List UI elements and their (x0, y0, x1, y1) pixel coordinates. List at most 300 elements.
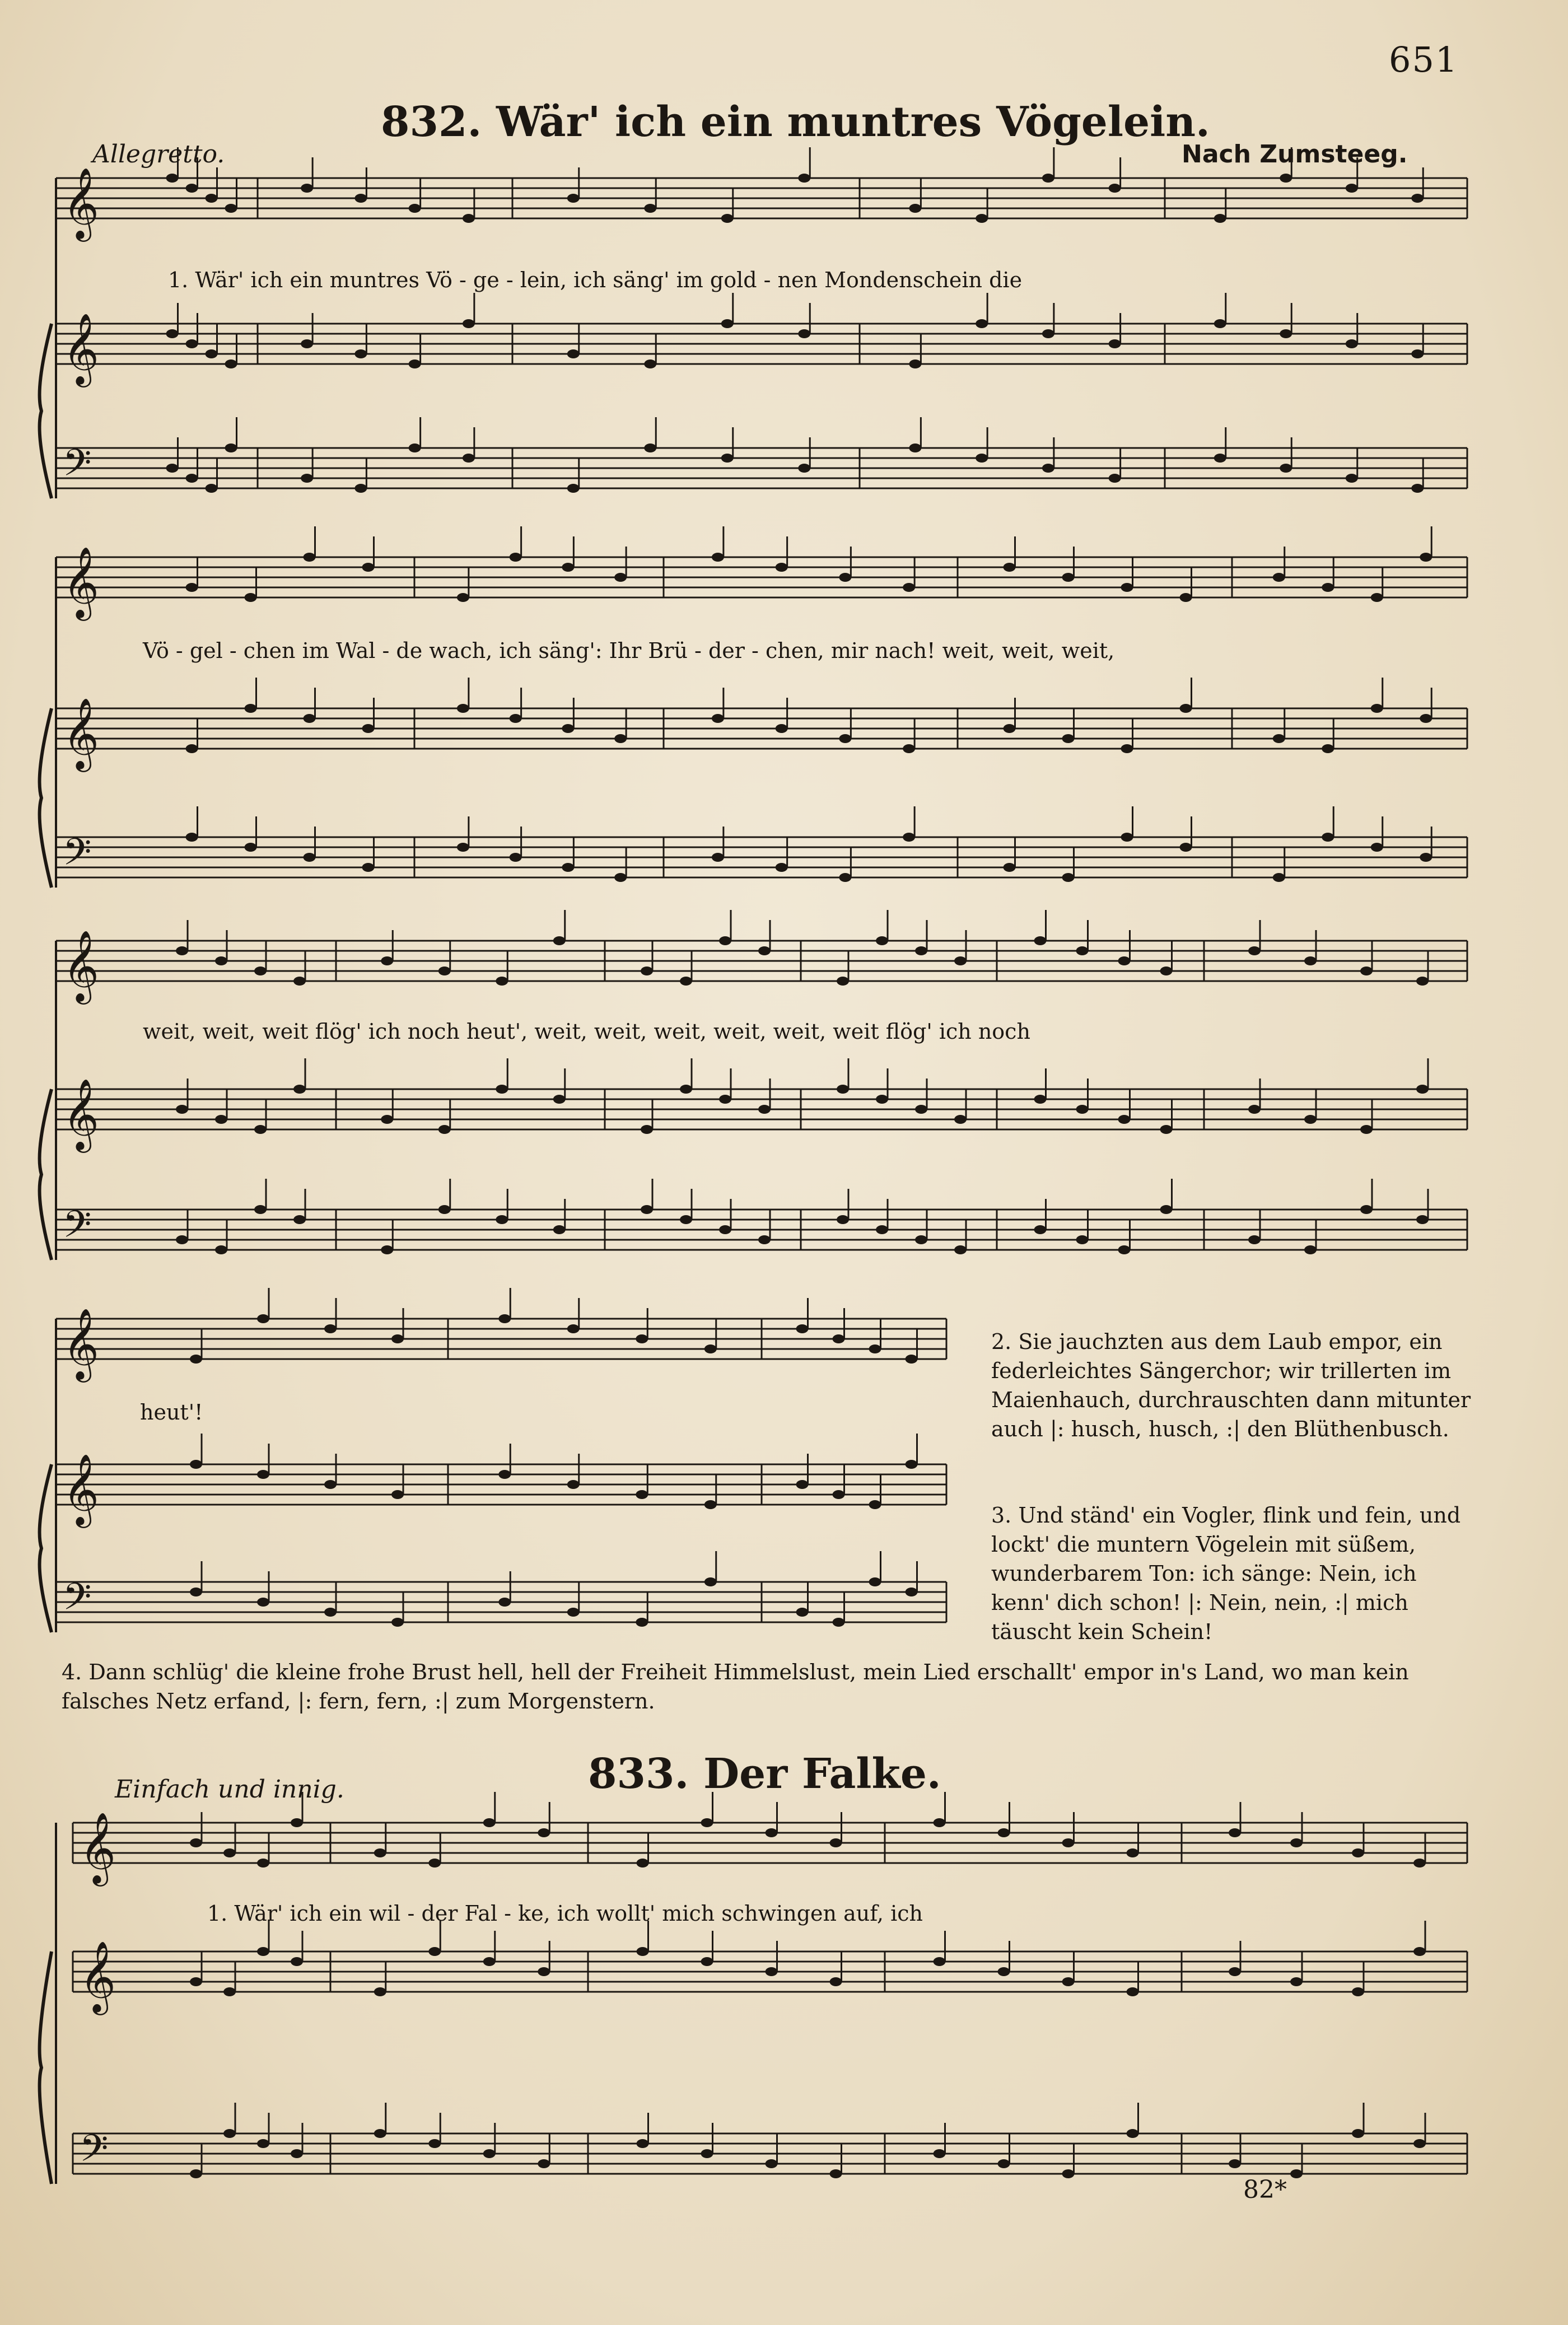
note-head (215, 956, 227, 965)
note-head (644, 443, 656, 452)
note-head (324, 1608, 337, 1617)
note-head (567, 1324, 580, 1333)
note-head (680, 1085, 692, 1094)
note-head (391, 1334, 404, 1343)
piano-brace-3 (40, 1464, 52, 1632)
note-head (567, 1608, 580, 1617)
note-head (496, 977, 508, 986)
note-head (934, 2149, 946, 2158)
note-head (830, 1977, 842, 1986)
note-head (712, 553, 724, 562)
note-head (190, 2169, 202, 2178)
note-head (915, 1235, 927, 1244)
note-head (463, 214, 475, 223)
note-head (438, 967, 451, 975)
note-head (1280, 329, 1292, 338)
note-head (614, 573, 627, 582)
note-head (766, 1828, 778, 1837)
note-head (1034, 1095, 1047, 1104)
note-head (562, 563, 574, 572)
bass-clef-icon: 𝄢 (63, 441, 92, 493)
note-head (567, 1480, 580, 1489)
note-head (553, 1095, 566, 1104)
note-head (1121, 744, 1133, 753)
note-head (766, 2159, 778, 2168)
note-head (176, 946, 188, 955)
treble-clef-icon: 𝄞 (63, 546, 100, 618)
note-head (833, 1490, 845, 1499)
note-head (190, 1460, 202, 1469)
note-head (1346, 184, 1358, 193)
note-head (223, 1987, 236, 1996)
note-head (1109, 339, 1121, 348)
note-head (190, 1588, 202, 1596)
note-head (876, 1225, 888, 1234)
note-head (1346, 474, 1358, 483)
note-head (719, 1095, 731, 1104)
note-head (257, 1947, 269, 1956)
note-head (906, 1355, 918, 1364)
staff-piano-lh-11 (56, 1551, 946, 1627)
note-head (293, 1085, 306, 1094)
note-head (245, 704, 257, 713)
staff-piano-lh-5 (56, 806, 1467, 883)
note-head (976, 214, 988, 223)
note-head (1127, 1987, 1139, 1996)
note-head (166, 329, 179, 338)
note-head (1420, 714, 1432, 723)
note-head (641, 1205, 653, 1214)
note-head (680, 1215, 692, 1224)
note-head (839, 734, 851, 743)
note-head (1127, 2129, 1139, 2138)
note-head (1042, 174, 1054, 183)
note-head (1322, 583, 1334, 592)
staff-piano-rh-10 (56, 1434, 946, 1528)
verse-3: 3. Und ständ' ein Vogler, flink und fein, und lockt' die muntern Vögelein mit süßem, wunderbarem Ton: ich sänge: Nein, ich kenn' dich schon! |: Nein, nein, :| mich täuscht kein Schein! (991, 1503, 1461, 1644)
note-head (1248, 1105, 1261, 1114)
staff-voice-6 (56, 910, 1467, 1005)
note-head (1127, 1848, 1139, 1857)
note-head (1118, 1115, 1131, 1124)
note-head (257, 2139, 269, 2148)
note-head (903, 583, 915, 592)
note-head (186, 833, 198, 842)
note-head (223, 1848, 236, 1857)
note-head (1004, 563, 1016, 572)
note-head (301, 339, 313, 348)
note-head (1229, 1967, 1241, 1976)
note-head (1180, 593, 1192, 602)
note-head (553, 1225, 566, 1234)
note-head (839, 873, 851, 882)
piano-brace-0 (40, 324, 52, 498)
signature-mark: 82* (1243, 2175, 1287, 2204)
note-head (457, 843, 469, 852)
note-head (538, 1828, 550, 1837)
note-head (704, 1577, 717, 1586)
note-head (1413, 2139, 1426, 2148)
note-head (1004, 863, 1016, 872)
note-head (254, 967, 267, 975)
note-head (215, 1115, 227, 1124)
note-head (1214, 454, 1226, 463)
note-head (637, 1859, 649, 1868)
note-head (721, 454, 734, 463)
note-head (409, 204, 421, 213)
note-head (190, 1977, 202, 1986)
note-head (1121, 583, 1133, 592)
note-head (1034, 936, 1047, 945)
note-head (776, 863, 788, 872)
note-head (166, 174, 179, 183)
note-head (1416, 1215, 1429, 1224)
note-head (225, 443, 237, 452)
note-head (998, 1967, 1010, 1976)
note-head (614, 734, 627, 743)
note-head (1413, 1947, 1426, 1956)
note-head (1273, 873, 1285, 882)
note-head (796, 1608, 809, 1617)
note-head (719, 936, 731, 945)
note-head (1304, 1245, 1317, 1254)
note-head (206, 194, 218, 203)
note-head (869, 1577, 881, 1586)
staff-piano-rh-4 (56, 678, 1467, 772)
note-head (304, 853, 316, 862)
note-head (186, 744, 198, 753)
note-head (1352, 2129, 1364, 2138)
note-head (324, 1480, 337, 1489)
note-head (254, 1205, 267, 1214)
note-head (1248, 946, 1261, 955)
note-head (798, 174, 810, 183)
note-head (701, 2149, 713, 2158)
note-head (483, 1957, 496, 1966)
note-head (934, 1957, 946, 1966)
note-head (391, 1618, 404, 1627)
note-head (719, 1225, 731, 1234)
note-head (1076, 1235, 1089, 1244)
note-head (758, 1105, 771, 1114)
note-head (1420, 553, 1432, 562)
note-head (354, 484, 367, 493)
note-head (837, 1215, 849, 1224)
note-head (644, 360, 656, 368)
note-head (374, 2129, 386, 2138)
note-head (1280, 174, 1292, 183)
note-head (830, 1838, 842, 1847)
note-head (245, 593, 257, 602)
note-head (428, 1859, 441, 1868)
note-head (1304, 1115, 1317, 1124)
note-head (837, 977, 849, 986)
note-head (712, 853, 724, 862)
note-head (409, 443, 421, 452)
note-head (1121, 833, 1133, 842)
note-head (1160, 967, 1173, 975)
note-head (186, 583, 198, 592)
note-head (903, 744, 915, 753)
note-head (1160, 1125, 1173, 1134)
staff-piano-rh-833-13 (73, 1921, 1467, 2015)
note-head (796, 1480, 809, 1489)
note-head (362, 563, 375, 572)
note-head (1352, 1987, 1364, 1996)
note-head (976, 454, 988, 463)
note-head (1062, 1977, 1075, 1986)
note-head (1180, 704, 1192, 713)
note-head (1346, 339, 1358, 348)
note-head (374, 1987, 386, 1996)
treble-clef-icon: 𝄞 (63, 167, 100, 239)
note-head (1371, 704, 1383, 713)
note-head (257, 1314, 269, 1323)
note-head (766, 1967, 778, 1976)
note-head (1062, 2169, 1075, 2178)
note-head (190, 1838, 202, 1847)
staff-voice-833-12 (73, 1792, 1467, 1887)
note-head (1034, 1225, 1047, 1234)
note-head (301, 184, 313, 193)
note-head (641, 967, 653, 975)
note-head (758, 946, 771, 955)
note-head (1416, 977, 1429, 986)
note-head (998, 2159, 1010, 2168)
note-head (206, 349, 218, 358)
note-head (934, 1818, 946, 1827)
note-head (254, 1125, 267, 1134)
note-head (245, 843, 257, 852)
note-head (869, 1344, 881, 1353)
note-head (438, 1205, 451, 1214)
note-head (362, 724, 375, 733)
note-head (186, 474, 198, 483)
note-head (1290, 2169, 1303, 2178)
note-head (381, 956, 393, 965)
song-title-833: 833. Der Falke. (588, 1750, 941, 1798)
treble-clef-icon: 𝄞 (63, 930, 100, 1001)
verse-2: 2. Sie jauchzten aus dem Laub empor, ein federleichtes Sängerchor; wir trillerten im Maienhauch, durchrauschten dann mitunter auch |: husch, husch, :| den Blüthenbusch. (991, 1329, 1471, 1441)
lyric-line-3: weit, weit, weit flög' ich noch heut', weit, weit, weit, weit, weit, weit flög' ich noch (143, 1019, 1030, 1044)
note-head (301, 474, 313, 483)
note-head (1214, 319, 1226, 328)
note-head (176, 1235, 188, 1244)
note-head (1076, 1105, 1089, 1114)
note-head (701, 1818, 713, 1827)
note-head (1180, 843, 1192, 852)
note-head (510, 714, 522, 723)
note-head (354, 349, 367, 358)
note-head (758, 1235, 771, 1244)
note-head (190, 1355, 202, 1364)
piano-brace-1 (40, 708, 52, 888)
note-head (538, 2159, 550, 2168)
note-head (176, 1105, 188, 1114)
note-head (614, 873, 627, 882)
song-title-832: 832. Wär' ich ein muntres Vögelein. (381, 98, 1210, 146)
note-head (362, 863, 375, 872)
note-head (915, 946, 927, 955)
note-head (1413, 1859, 1426, 1868)
note-head (1411, 194, 1424, 203)
note-head (553, 936, 566, 945)
note-head (1229, 1828, 1241, 1837)
piano-brace-2 (40, 1089, 52, 1260)
treble-clef-icon: 𝄞 (63, 1453, 100, 1525)
note-head (1248, 1235, 1261, 1244)
note-head (206, 484, 218, 493)
staff-piano-lh-2 (56, 417, 1467, 493)
note-head (954, 1245, 967, 1254)
lyric-line-2: Vö - gel - chen im Wal - de wach, ich säng': Ihr Brü - der - chen, mir nach! weit, weit, weit, (143, 638, 1115, 663)
note-head (496, 1215, 508, 1224)
note-head (1042, 464, 1054, 473)
staff-voice-9 (56, 1288, 946, 1383)
note-head (636, 1334, 648, 1343)
note-head (428, 1947, 441, 1956)
note-head (567, 194, 580, 203)
note-head (496, 1085, 508, 1094)
note-head (1304, 956, 1317, 965)
note-head (498, 1470, 511, 1479)
note-head (1062, 873, 1075, 882)
note-head (510, 853, 522, 862)
note-head (830, 2169, 842, 2178)
staff-voice-3 (56, 526, 1467, 621)
note-head (1352, 1848, 1364, 1857)
note-head (1062, 734, 1075, 743)
note-head (498, 1314, 511, 1323)
bass-clef-icon: 𝄢 (63, 830, 92, 883)
treble-clef-icon: 𝄞 (63, 312, 100, 384)
bass-clef-icon: 𝄢 (63, 1203, 92, 1255)
note-head (701, 1957, 713, 1966)
note-head (409, 360, 421, 368)
note-head (483, 1818, 496, 1827)
note-head (257, 1470, 269, 1479)
note-head (1411, 484, 1424, 493)
verse-4: 4. Dann schlüg' die kleine frohe Brust hell, hell der Freiheit Himmelslust, mein Lied erschallt' empor in's Land, wo man kein falsches Netz erfand, |: fern, fern, :| zum Morgenstern. (62, 1660, 1409, 1714)
note-head (1273, 573, 1285, 582)
note-head (1411, 349, 1424, 358)
note-head (1160, 1205, 1173, 1214)
note-head (954, 956, 967, 965)
note-head (869, 1500, 881, 1509)
note-head (833, 1618, 845, 1627)
note-head (293, 977, 306, 986)
note-head (186, 339, 198, 348)
note-head (704, 1500, 717, 1509)
note-head (562, 724, 574, 733)
note-head (837, 1085, 849, 1094)
note-head (909, 204, 921, 213)
note-head (839, 573, 851, 582)
note-head (909, 443, 921, 452)
note-head (712, 714, 724, 723)
note-head (463, 454, 475, 463)
note-head (1214, 214, 1226, 223)
staff-piano-rh-1 (56, 293, 1467, 388)
note-head (1109, 474, 1121, 483)
note-head (833, 1334, 845, 1343)
lyric-line-4: heut'! (140, 1400, 203, 1425)
note-head (381, 1245, 393, 1254)
note-head (510, 553, 522, 562)
note-head (324, 1324, 337, 1333)
note-head (636, 1618, 648, 1627)
note-head (903, 833, 915, 842)
note-head (637, 2139, 649, 2148)
note-head (876, 1095, 888, 1104)
note-head (1322, 833, 1334, 842)
note-head (225, 360, 237, 368)
note-head (906, 1460, 918, 1469)
note-head (1229, 2159, 1241, 2168)
piano-brace-4 (40, 1951, 52, 2184)
treble-clef-icon: 𝄞 (63, 1308, 100, 1379)
note-head (641, 1125, 653, 1134)
note-head (915, 1105, 927, 1114)
note-head (637, 1947, 649, 1956)
note-head (1360, 967, 1373, 975)
note-head (876, 936, 888, 945)
note-head (483, 2149, 496, 2158)
note-head (293, 1215, 306, 1224)
note-head (223, 2129, 236, 2138)
note-head (291, 1957, 303, 1966)
note-head (291, 1818, 303, 1827)
note-head (354, 194, 367, 203)
note-head (1416, 1085, 1429, 1094)
note-head (1118, 1245, 1131, 1254)
treble-clef-icon: 𝄞 (80, 1940, 116, 2012)
treble-clef-icon: 𝄞 (80, 1812, 116, 1883)
note-head (796, 1324, 809, 1333)
note-head (798, 329, 810, 338)
lyric-line-1: 1. Wär' ich ein muntres Vö - ge - lein, ich säng' im gold - nen Mondenschein die (168, 268, 1023, 292)
treble-clef-icon: 𝄞 (63, 697, 100, 769)
note-head (291, 2149, 303, 2158)
note-head (976, 319, 988, 328)
note-head (644, 204, 656, 213)
note-head (562, 863, 574, 872)
note-head (909, 360, 921, 368)
note-head (1290, 1977, 1303, 1986)
treble-clef-icon: 𝄞 (63, 1078, 100, 1150)
note-head (704, 1344, 717, 1353)
note-head (1004, 724, 1016, 733)
note-head (998, 1828, 1010, 1837)
note-head (1062, 573, 1075, 582)
note-head (1118, 956, 1131, 965)
note-head (1062, 1838, 1075, 1847)
note-head (498, 1598, 511, 1607)
composer-credit: Nach Zumsteeg. (1182, 140, 1408, 169)
note-head (1360, 1205, 1373, 1214)
note-head (776, 563, 788, 572)
note-head (1076, 946, 1089, 955)
staff-piano-lh-8 (56, 1179, 1467, 1255)
note-head (1273, 734, 1285, 743)
bass-clef-icon: 𝄢 (80, 2127, 109, 2179)
note-head (1290, 1838, 1303, 1847)
note-head (721, 214, 734, 223)
note-head (1109, 184, 1121, 193)
note-head (428, 2139, 441, 2148)
note-head (954, 1115, 967, 1124)
note-head (257, 1859, 269, 1868)
